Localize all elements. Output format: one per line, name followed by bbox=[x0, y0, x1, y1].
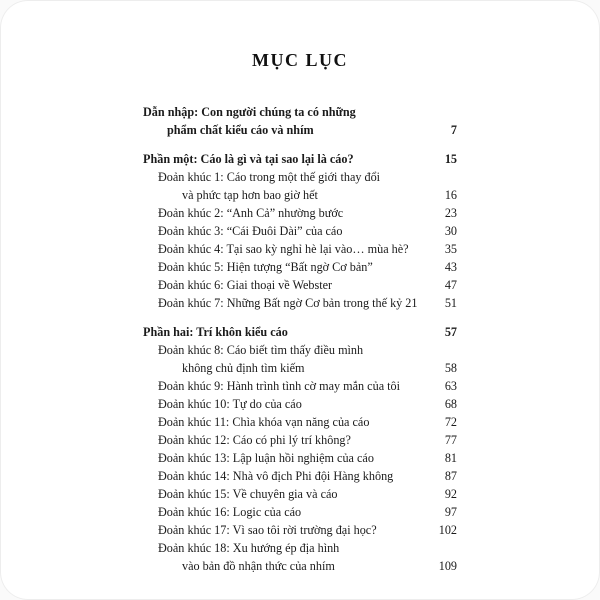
toc-entry bbox=[143, 150, 457, 168]
toc-entry-title-line: Đoản khúc 12: Cáo có phi lý trí không? bbox=[158, 433, 351, 447]
toc-entry-page-number: 43 bbox=[444, 260, 457, 274]
toc-entry-title-line: Đoản khúc 6: Giai thoại về Webster bbox=[158, 278, 333, 292]
toc-entry bbox=[143, 341, 457, 377]
toc-entry bbox=[143, 276, 457, 294]
toc-entry-title bbox=[143, 150, 433, 168]
toc-entry-page-number: 16 bbox=[444, 188, 457, 202]
toc-entry bbox=[143, 521, 457, 539]
toc-entry-title bbox=[143, 521, 433, 539]
toc-entry-title bbox=[143, 294, 433, 312]
toc-entry-page-number: 23 bbox=[444, 206, 457, 220]
toc-list bbox=[143, 103, 457, 575]
toc-entry-title-line: Đoản khúc 11: Chìa khóa vạn năng của cáo bbox=[158, 415, 370, 429]
toc-entry-title-line: vào bản đồ nhận thức của nhím bbox=[182, 559, 335, 573]
toc-entry-title bbox=[143, 377, 433, 395]
toc-entry bbox=[143, 431, 457, 449]
toc-entry bbox=[143, 485, 457, 503]
toc-entry-title bbox=[143, 503, 433, 521]
toc-entry-page-number: 58 bbox=[444, 361, 457, 375]
toc-entry-title bbox=[143, 222, 433, 240]
toc-entry-title-line: Đoản khúc 13: Lập luận hồi nghiệm của cáo bbox=[158, 451, 374, 465]
toc-entry bbox=[143, 413, 457, 431]
toc-entry-title-line: không chủ định tìm kiếm bbox=[182, 361, 305, 375]
toc-entry-title bbox=[143, 276, 433, 294]
toc-entry-title-line: Đoản khúc 10: Tự do của cáo bbox=[158, 397, 302, 411]
toc-entry-page-number: 92 bbox=[444, 487, 457, 501]
toc-entry-title bbox=[143, 413, 433, 431]
toc-entry bbox=[143, 449, 457, 467]
page-title: MỤC LỤC bbox=[252, 50, 348, 70]
toc-entry-page-number: 15 bbox=[444, 152, 457, 166]
toc-entry-page-number: 72 bbox=[444, 415, 457, 429]
toc-entry-title bbox=[143, 539, 433, 575]
toc-entry-title-line: Phần hai: Trí khôn kiểu cáo bbox=[143, 325, 288, 339]
toc-entry-page-number: 35 bbox=[444, 242, 457, 256]
toc-entry-page-number: 109 bbox=[438, 559, 457, 573]
toc-entry-title-line: Đoản khúc 5: Hiện tượng “Bất ngờ Cơ bản” bbox=[158, 260, 373, 274]
toc-entry-page-number: 102 bbox=[438, 523, 457, 537]
toc-entry-title-line: Đoản khúc 3: “Cái Đuôi Dài” của cáo bbox=[158, 224, 343, 238]
toc-entry-page-number: 57 bbox=[444, 325, 457, 339]
toc-entry-title-line: Phần một: Cáo là gì và tại sao lại là cáo? bbox=[143, 152, 354, 166]
toc-entry-title-line: Đoản khúc 14: Nhà vô địch Phi đội Hàng không bbox=[158, 469, 394, 483]
toc-entry-title bbox=[143, 431, 433, 449]
toc-entry-page-number: 77 bbox=[444, 433, 457, 447]
toc-entry-title-line: Đoản khúc 17: Vì sao tôi rời trường đại học? bbox=[158, 523, 377, 537]
toc-entry-title-line: Đoản khúc 4: Tại sao kỳ nghỉ hè lại vào… mùa hè? bbox=[158, 242, 409, 256]
toc-entry-title bbox=[143, 341, 433, 377]
toc-entry-title-line: Đoản khúc 7: Những Bất ngờ Cơ bản trong thế kỷ 21 bbox=[158, 296, 418, 310]
toc-entry-title bbox=[143, 485, 433, 503]
toc-entry-title bbox=[143, 467, 433, 485]
toc-entry-page-number: 97 bbox=[444, 505, 457, 519]
toc-entry bbox=[143, 103, 457, 139]
toc-entry bbox=[143, 503, 457, 521]
toc-entry-title-line: Dẫn nhập: Con người chúng ta có những bbox=[143, 105, 356, 119]
toc-entry bbox=[143, 377, 457, 395]
toc-entry-title-line: Đoản khúc 18: Xu hướng ép địa hình bbox=[158, 541, 340, 555]
toc-entry bbox=[143, 258, 457, 276]
toc-entry-page-number: 30 bbox=[444, 224, 457, 238]
toc-entry-title-line: Đoản khúc 1: Cáo trong một thế giới thay đổi bbox=[158, 170, 381, 184]
toc-entry-page-number: 68 bbox=[444, 397, 457, 411]
toc-entry-title-line: Đoản khúc 2: “Anh Cả” nhường bước bbox=[158, 206, 344, 220]
toc-entry-title bbox=[143, 168, 433, 204]
toc-entry bbox=[143, 168, 457, 204]
toc-entry-title-line: Đoản khúc 8: Cáo biết tìm thấy điều mình bbox=[158, 343, 364, 357]
toc-entry-page-number: 63 bbox=[444, 379, 457, 393]
toc-entry-page-number: 81 bbox=[444, 451, 457, 465]
toc-entry-page-number: 51 bbox=[444, 296, 457, 310]
toc-entry bbox=[143, 240, 457, 258]
toc-entry-title bbox=[143, 258, 433, 276]
toc-entry-title-line: Đoản khúc 15: Về chuyên gia và cáo bbox=[158, 487, 338, 501]
toc-entry-title bbox=[143, 103, 433, 139]
toc-entry bbox=[143, 222, 457, 240]
toc-entry-title bbox=[143, 204, 433, 222]
toc-entry bbox=[143, 204, 457, 222]
toc-entry bbox=[143, 395, 457, 413]
toc-entry bbox=[143, 294, 457, 312]
toc-entry bbox=[143, 539, 457, 575]
toc-entry-title-line: Đoản khúc 9: Hành trình tình cờ may mắn của tôi bbox=[158, 379, 401, 393]
toc-entry-title-line: Đoản khúc 16: Logic của cáo bbox=[158, 505, 302, 519]
toc-entry-page-number: 7 bbox=[450, 123, 457, 137]
toc-entry-title bbox=[143, 395, 433, 413]
toc-entry-title bbox=[143, 240, 433, 258]
toc-entry-title bbox=[143, 323, 433, 341]
toc-entry-page-number: 87 bbox=[444, 469, 457, 483]
toc-entry-title bbox=[143, 449, 433, 467]
toc-entry bbox=[143, 467, 457, 485]
toc-entry-page-number: 47 bbox=[444, 278, 457, 292]
toc-entry-title-line: phẩm chất kiểu cáo và nhím bbox=[167, 123, 314, 137]
toc-entry-title-line: và phức tạp hơn bao giờ hết bbox=[182, 188, 318, 202]
toc-entry bbox=[143, 323, 457, 341]
